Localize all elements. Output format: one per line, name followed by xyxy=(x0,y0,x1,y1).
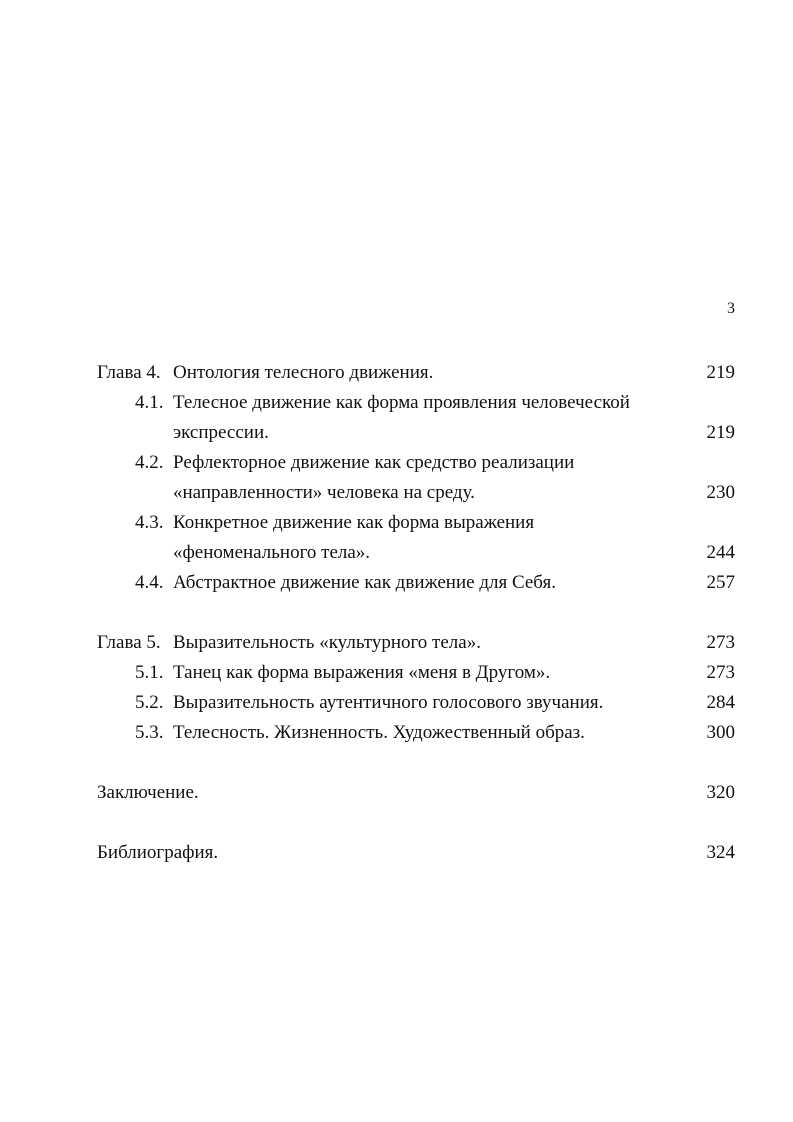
page-ref: 219 xyxy=(706,422,735,443)
toc-section-5-3 xyxy=(0,718,793,748)
page-ref: 219 xyxy=(706,362,735,383)
section-title-continued: «феноменального тела». xyxy=(173,542,371,563)
toc-conclusion xyxy=(0,778,793,808)
page-number: 3 xyxy=(727,300,735,317)
section-title: Конкретное движение как форма выражения xyxy=(173,512,535,533)
toc-section-4-2-cont xyxy=(0,478,793,508)
toc-bibliography xyxy=(0,838,793,868)
toc-section-4-2 xyxy=(0,448,793,478)
toc-section-4-3 xyxy=(0,508,793,538)
page-ref: 284 xyxy=(706,692,735,713)
toc-chapter-5 xyxy=(0,628,793,658)
toc-section-4-1-cont xyxy=(0,418,793,448)
section-title-continued: «направленности» человека на среду. xyxy=(173,482,475,503)
bibliography-title: Библиография. xyxy=(97,842,219,863)
toc-section-5-1 xyxy=(0,658,793,688)
spacer xyxy=(0,598,793,628)
section-number: 4.2. xyxy=(135,452,164,473)
section-title: Телесность. Жизненность. Художественный образ. xyxy=(173,722,585,743)
page-ref: 324 xyxy=(706,842,735,863)
page-ref: 244 xyxy=(706,542,735,563)
chapter-number: Глава 5. xyxy=(97,632,161,653)
toc-section-4-4 xyxy=(0,568,793,598)
section-title: Телесное движение как форма проявления человеческой xyxy=(173,392,630,413)
section-title: Рефлекторное движение как средство реализации xyxy=(173,452,575,473)
toc-section-4-1 xyxy=(0,388,793,418)
toc-section-4-3-cont xyxy=(0,538,793,568)
chapter-number: Глава 4. xyxy=(97,362,161,383)
conclusion-title: Заключение. xyxy=(97,782,199,803)
spacer xyxy=(0,808,793,838)
page-ref: 257 xyxy=(706,572,735,593)
section-number: 4.1. xyxy=(135,392,164,413)
section-number: 5.3. xyxy=(135,722,164,743)
section-title-continued: экспрессии. xyxy=(173,422,269,443)
section-number: 4.3. xyxy=(135,512,164,533)
toc-chapter-4 xyxy=(0,358,793,388)
chapter-title: Онтология телесного движения. xyxy=(173,362,434,383)
section-title: Выразительность аутентичного голосового звучания. xyxy=(173,692,604,713)
page-ref: 320 xyxy=(706,782,735,803)
section-number: 4.4. xyxy=(135,572,164,593)
table-of-contents xyxy=(0,358,793,868)
section-number: 5.2. xyxy=(135,692,164,713)
section-number: 5.1. xyxy=(135,662,164,683)
section-title: Танец как форма выражения «меня в Другом». xyxy=(173,662,551,683)
toc-section-5-2 xyxy=(0,688,793,718)
page-ref: 230 xyxy=(706,482,735,503)
page-ref: 273 xyxy=(706,662,735,683)
spacer xyxy=(0,748,793,778)
page-ref: 273 xyxy=(706,632,735,653)
chapter-title: Выразительность «культурного тела». xyxy=(173,632,481,653)
page-ref: 300 xyxy=(706,722,735,743)
section-title: Абстрактное движение как движение для Себя. xyxy=(173,572,556,593)
